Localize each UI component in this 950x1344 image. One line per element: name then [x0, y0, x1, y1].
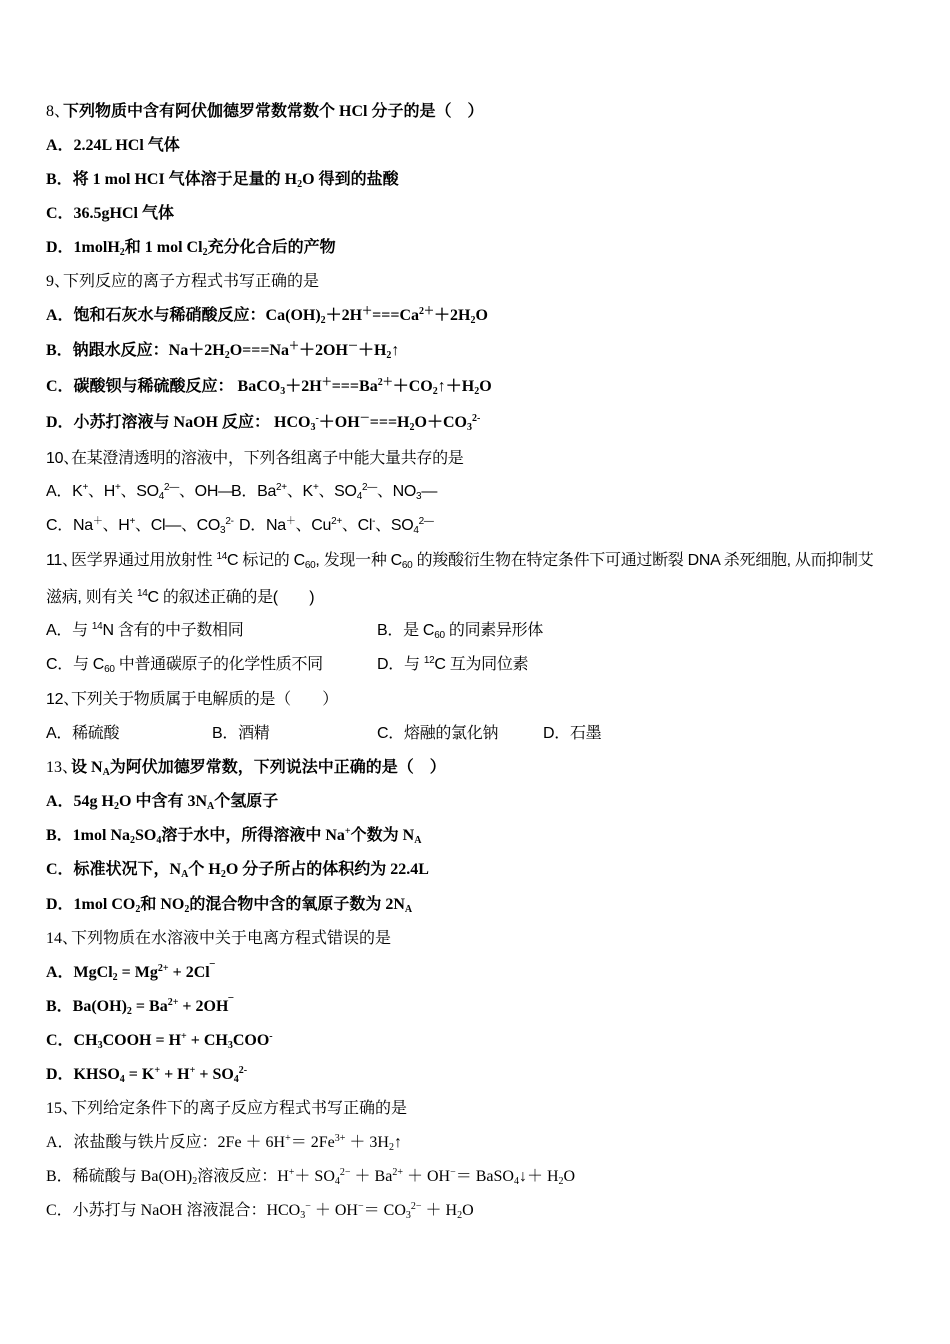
text-segment: A．与: [46, 622, 92, 639]
question-number: 15、: [46, 1100, 79, 1117]
text-segment: ＋2H: [325, 307, 363, 324]
text-segment: B．是 C: [377, 622, 435, 639]
text-segment: A．54g H: [46, 793, 115, 810]
text-segment: 和 1 mol Cl: [124, 239, 203, 256]
subscript: 2: [388, 1142, 394, 1153]
text-segment: + 2Cl: [168, 964, 210, 981]
subscript: 4: [156, 835, 162, 846]
answer-option: [46, 655, 323, 675]
question-text: [71, 551, 873, 571]
superscript: 14: [136, 588, 148, 599]
answer-option: [46, 963, 215, 983]
answer-option: [46, 860, 429, 880]
text-segment: ↓＋ H: [518, 1168, 559, 1185]
answer-option: [46, 341, 399, 361]
question-text: [63, 272, 319, 292]
text-segment: ＋ OH: [402, 1168, 451, 1185]
superscript: ＋: [321, 377, 332, 388]
text-segment: + H: [160, 1066, 190, 1083]
answer-option: [46, 621, 243, 641]
superscript: 2＋: [377, 377, 393, 388]
superscript: 2+: [331, 516, 342, 527]
text-segment: A．饱和石灰水与稀硝酸反应：Ca(OH): [46, 307, 321, 324]
text-segment: ＋ SO: [294, 1168, 335, 1185]
question-text: [71, 758, 446, 778]
subscript: 2: [119, 247, 125, 258]
answer-option: [377, 621, 543, 641]
text-segment: 、NO: [376, 483, 417, 500]
text-segment: 下列物质在水溶液中关于电离方程式错误的是: [71, 930, 392, 947]
text-segment: C．36.5gHCl 气体: [46, 205, 175, 222]
answer-option: [46, 306, 488, 326]
question-number: 13、: [46, 759, 79, 776]
text-segment: 和 NO: [140, 896, 185, 913]
subscript: A: [102, 767, 110, 778]
subscript: 4: [119, 1074, 125, 1085]
subscript: 2: [386, 350, 392, 361]
text-segment: C 互为同位素: [434, 656, 529, 673]
superscript: −: [450, 1167, 456, 1178]
text-segment: 、SO: [318, 483, 357, 500]
answer-option: [46, 724, 119, 744]
text-segment: 、SO: [375, 517, 414, 534]
subscript: 2: [126, 1006, 132, 1017]
superscript: +: [82, 482, 88, 493]
subscript: 2: [114, 801, 120, 812]
text-segment: C．与 C: [46, 656, 105, 673]
superscript: 2+: [167, 997, 179, 1008]
subscript: 60: [401, 560, 413, 571]
text-segment: 的混合物中含的氧原子数为 2N: [189, 896, 405, 913]
superscript: 2−: [410, 1201, 422, 1212]
question-number: 14、: [46, 930, 79, 947]
text-segment: 个氢原子: [214, 793, 279, 810]
text-segment: ＋ OH: [310, 1202, 358, 1219]
text-segment: C．碳酸钡与稀硫酸反应： BaCO: [46, 378, 281, 395]
subscript: 4: [513, 1176, 519, 1187]
text-segment: —: [421, 483, 438, 500]
subscript: 3: [97, 1040, 103, 1051]
text-segment: 溶液反应：H: [197, 1168, 289, 1185]
text-segment: ＋OH: [318, 414, 360, 431]
text-segment: ＋2OH: [299, 342, 348, 359]
question-text: [63, 102, 483, 122]
question-text: [71, 449, 464, 469]
answer-option: [377, 724, 498, 744]
text-segment: B．将 1 mol HCI 气体溶于足量的 H: [46, 171, 298, 188]
superscript: 14: [91, 621, 103, 632]
answer-option: [46, 238, 336, 258]
text-segment: 、Cl—、CO: [135, 517, 221, 534]
answer-option: [231, 482, 437, 502]
superscript: −: [358, 1201, 364, 1212]
subscript: 60: [304, 560, 316, 571]
superscript: 2-: [471, 413, 481, 424]
question-number: 12、: [46, 691, 79, 708]
text-segment: 、OH—: [178, 483, 234, 500]
text-segment: B．稀硫酸与 Ba(OH): [46, 1168, 193, 1185]
text-segment: 的同素异形体: [444, 622, 544, 639]
text-segment: 设 N: [71, 759, 103, 776]
superscript: 2−: [339, 1167, 351, 1178]
text-segment: B．Ba: [231, 483, 277, 500]
text-segment: O 中含有 3N: [119, 793, 208, 810]
text-segment: B．酒精: [212, 725, 270, 742]
superscript: +: [181, 1031, 187, 1042]
superscript: －: [347, 341, 358, 352]
text-segment: 的羧酸衍生物在特定条件下可通过断裂 DNA 杀死细胞, 从而抑制艾: [412, 552, 874, 569]
subscript: A: [404, 904, 413, 915]
subscript: 2: [558, 1176, 564, 1187]
answer-option: [46, 1031, 273, 1051]
text-segment: ↑: [393, 1134, 402, 1151]
superscript: 3+: [334, 1133, 346, 1144]
text-segment: D．1molH: [46, 239, 120, 256]
superscript: 2+: [157, 963, 169, 974]
text-segment: = Mg: [117, 964, 158, 981]
text-segment: 中普通碳原子的化学性质不同: [114, 656, 323, 673]
text-segment: 为阿伏加德罗常数，下列说法中正确的是（ ）: [109, 759, 446, 776]
text-segment: O: [479, 378, 492, 395]
subscript: 2: [470, 315, 476, 326]
text-segment: + CH: [186, 1032, 228, 1049]
subscript: 3: [310, 422, 316, 433]
text-segment: 下列物质中含有阿伏伽德罗常数常数个 HCl 分子的是（ ）: [63, 103, 484, 120]
text-segment: COO: [232, 1032, 270, 1049]
answer-option: [543, 724, 601, 744]
text-segment: ＋ 3H: [345, 1134, 389, 1151]
text-segment: ＋2H: [285, 378, 322, 395]
text-segment: D．KHSO: [46, 1066, 120, 1083]
text-segment: C 的叙述正确的是( ): [147, 589, 315, 606]
answer-option: [46, 413, 480, 433]
text-segment: A．2.24L HCl 气体: [46, 137, 180, 154]
text-segment: , 发现一种 C: [315, 552, 402, 569]
superscript: ＋: [289, 341, 300, 352]
answer-option: [46, 997, 233, 1017]
subscript: 4: [233, 1074, 239, 1085]
text-segment: ===H: [369, 414, 410, 431]
superscript: -: [269, 1031, 273, 1042]
subscript: 3: [280, 386, 286, 397]
text-segment: 、Cu: [295, 517, 332, 534]
superscript: +: [129, 516, 136, 527]
text-segment: 医学界通过用放射性: [71, 552, 217, 569]
text-segment: C．小苏打与 NaOH 溶液混合：HCO: [46, 1202, 301, 1219]
subscript: 4: [413, 525, 419, 536]
text-segment: C 标记的 C: [226, 552, 305, 569]
superscript: 2+: [392, 1167, 403, 1178]
answer-option: [46, 895, 412, 915]
text-segment: B．Ba(OH): [46, 998, 127, 1015]
subscript: 2: [297, 179, 303, 190]
subscript: 2: [457, 1210, 463, 1221]
answer-option: [239, 516, 434, 536]
text-segment: 下列反应的离子方程式书写正确的是: [63, 273, 320, 290]
text-segment: ＝ 2Fe: [290, 1134, 335, 1151]
subscript: 4: [356, 491, 362, 502]
subscript: 2: [184, 904, 190, 915]
text-segment: 、SO: [120, 483, 159, 500]
subscript: 3: [466, 422, 472, 433]
text-segment: ↑: [391, 342, 400, 359]
subscript: 60: [434, 630, 445, 641]
subscript: 3: [416, 491, 422, 502]
text-segment: ＋2H: [434, 307, 471, 324]
subscript: A: [181, 869, 189, 880]
superscript: +: [114, 482, 121, 493]
text-segment: + 2OH: [178, 998, 229, 1015]
answer-option: [46, 792, 278, 812]
text-segment: ＋CO: [392, 378, 433, 395]
text-segment: O: [475, 307, 488, 324]
subscript: 2: [474, 386, 480, 397]
subscript: A: [207, 801, 215, 812]
subscript: 2: [220, 869, 226, 880]
superscript: +: [288, 1167, 295, 1178]
text-segment: 充分化合后的产物: [207, 239, 336, 256]
question-number: 8、: [46, 103, 71, 120]
text-segment: D．与: [377, 656, 424, 673]
subscript: 2: [192, 1176, 198, 1187]
subscript: 4: [158, 491, 164, 502]
answer-option: [46, 482, 234, 502]
answer-option: [46, 170, 399, 190]
text-segment: 、Cl: [341, 517, 373, 534]
text-segment: A．MgCl: [46, 964, 113, 981]
text-segment: B．1mol Na: [46, 827, 131, 844]
subscript: A: [414, 835, 422, 846]
superscript: +: [344, 826, 351, 837]
superscript: ＋: [285, 516, 296, 527]
text-segment: 、H: [88, 483, 115, 500]
text-segment: O 分子所占的体积约为 22.4L: [225, 861, 429, 878]
text-segment: B．钠跟水反应：Na＋2H: [46, 342, 225, 359]
text-segment: ＋H: [357, 342, 387, 359]
superscript: 2—: [418, 516, 434, 527]
text-segment: ↑＋H: [437, 378, 475, 395]
text-segment: 个 H: [188, 861, 221, 878]
question-number: 11、: [46, 552, 78, 569]
text-segment: A．浓盐酸与铁片反应：2Fe ＋ 6H: [46, 1134, 286, 1151]
subscript: 4: [334, 1176, 340, 1187]
text-segment: 、H: [102, 517, 130, 534]
text-segment: D．小苏打溶液与 NaOH 反应： HCO: [46, 414, 311, 431]
text-segment: C．CH: [46, 1032, 98, 1049]
text-segment: + SO: [195, 1066, 234, 1083]
subscript: 2: [409, 422, 415, 433]
subscript: 2: [130, 835, 136, 846]
superscript: -: [372, 516, 376, 527]
subscript: 2: [112, 972, 118, 983]
superscript: +: [285, 1133, 291, 1144]
superscript: −: [305, 1201, 311, 1212]
text-segment: C．Na: [46, 517, 93, 534]
superscript: 2＋: [419, 306, 435, 317]
text-segment: ＝ CO: [363, 1202, 406, 1219]
text-segment: ＝ BaSO: [455, 1168, 514, 1185]
question-number: 9、: [46, 273, 71, 290]
text-segment: 个数为 N: [350, 827, 415, 844]
answer-option: [46, 826, 421, 846]
superscript: ＋: [362, 306, 373, 317]
text-segment: 滋病, 则有关: [46, 589, 137, 606]
subscript: 2: [135, 904, 141, 915]
answer-option: [46, 516, 234, 536]
superscript: ¯: [209, 963, 215, 974]
superscript: +: [154, 1065, 161, 1076]
superscript: +: [312, 482, 319, 493]
subscript: 2: [224, 350, 230, 361]
text-segment: 溶于水中，所得溶液中 Na: [161, 827, 345, 844]
answer-option: [46, 377, 492, 397]
question-text: [71, 1099, 407, 1119]
text-segment: 、K: [286, 483, 313, 500]
text-segment: A．稀硫酸: [46, 725, 120, 742]
superscript: 12: [423, 655, 435, 666]
superscript: 2—: [164, 482, 179, 493]
answer-option: [46, 1133, 402, 1153]
text-segment: N 含有的中子数相同: [102, 622, 244, 639]
superscript: 14: [216, 551, 227, 562]
question-text: [71, 929, 391, 949]
text-segment: 在某澄清透明的溶液中，下列各组离子中能大量共存的是: [71, 450, 464, 467]
text-segment: ===Ba: [331, 378, 378, 395]
answer-option: [46, 588, 314, 608]
superscript: ¯: [228, 997, 234, 1008]
text-segment: D．石墨: [543, 725, 602, 742]
text-segment: D．Na: [239, 517, 286, 534]
superscript: ＋: [92, 516, 103, 527]
superscript: 2—: [361, 482, 377, 493]
text-segment: C．熔融的氯化钠: [377, 725, 499, 742]
subscript: 60: [104, 664, 115, 675]
text-segment: = Ba: [131, 998, 168, 1015]
text-segment: ===Ca: [372, 307, 420, 324]
text-segment: = K: [124, 1066, 155, 1083]
superscript: 2-: [238, 1065, 248, 1076]
answer-option: [46, 1201, 474, 1221]
text-segment: COOH = H: [102, 1032, 182, 1049]
subscript: 2: [432, 386, 438, 397]
question-number: 10、: [46, 450, 79, 467]
answer-option: [46, 1167, 575, 1187]
subscript: 3: [220, 525, 226, 536]
subscript: 2: [320, 315, 326, 326]
subscript: 3: [405, 1210, 411, 1221]
subscript: 3: [300, 1210, 306, 1221]
text-segment: ＋ Ba: [350, 1168, 393, 1185]
answer-option: [46, 204, 174, 224]
answer-option: [212, 724, 269, 744]
text-segment: O＋CO: [414, 414, 467, 431]
superscript: 2+: [276, 482, 287, 493]
text-segment: SO: [135, 827, 157, 844]
text-segment: A．K: [46, 483, 83, 500]
answer-option: [46, 136, 180, 156]
text-segment: 下列关于物质属于电解质的是（ ）: [71, 691, 338, 708]
text-segment: O: [563, 1168, 576, 1185]
text-segment: O: [462, 1202, 474, 1219]
text-segment: C．标准状况下，N: [46, 861, 182, 878]
text-segment: O===Na: [229, 342, 290, 359]
answer-option: [377, 655, 528, 675]
text-segment: D．1mol CO: [46, 896, 136, 913]
superscript: 2-: [225, 516, 234, 527]
text-segment: 下列给定条件下的离子反应方程式书写正确的是: [71, 1100, 408, 1117]
subscript: 3: [227, 1040, 233, 1051]
text-segment: O 得到的盐酸: [302, 171, 399, 188]
superscript: +: [189, 1065, 196, 1076]
subscript: 2: [202, 247, 208, 258]
question-text: [71, 690, 338, 710]
superscript: -: [315, 413, 319, 424]
superscript: －: [359, 413, 370, 424]
answer-option: [46, 1065, 247, 1085]
text-segment: ＋ H: [421, 1202, 458, 1219]
